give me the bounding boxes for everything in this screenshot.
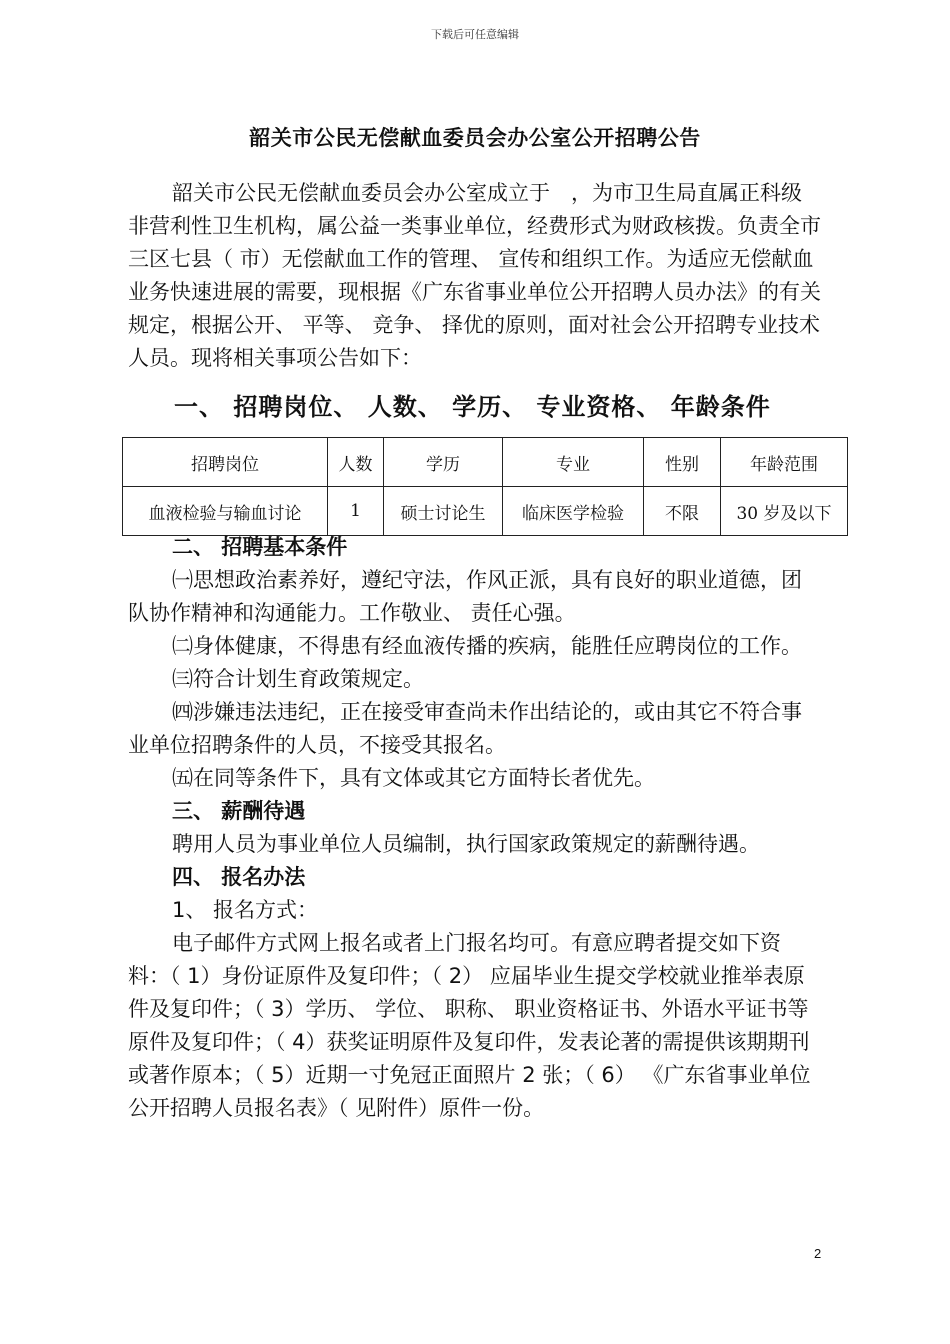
- salary-paragraph: 聘用人员为事业单位人员编制，执行国家政策规定的薪酬待遇。: [172, 832, 760, 856]
- main-body: [128, 531, 822, 1125]
- table-cell: 硕士讨论生: [384, 487, 503, 536]
- section4-heading: 四、 报名办法: [172, 865, 306, 889]
- table-header: 招聘岗位: [123, 438, 328, 487]
- section3-heading: 三、 薪酬待遇: [172, 799, 306, 823]
- table-header: 学历: [384, 438, 503, 487]
- intro-section: [128, 177, 822, 375]
- table-cell: 30 岁及以下: [721, 487, 848, 536]
- apply-subheading: 1、 报名方式：: [172, 898, 319, 922]
- condition-item: ㈠思想政治素养好，遵纪守法，作风正派，具有良好的职业道德，团队协作精神和沟通能力。工作敬业、 责任心强。: [128, 568, 802, 625]
- condition-item: ㈤在同等条件下，具有文体或其它方面特长者优先。: [172, 766, 655, 790]
- table-header: 性别: [644, 438, 721, 487]
- section1-heading: 一、 招聘岗位、 人数、 学历、 专业资格、 年龄条件: [174, 393, 771, 421]
- condition-item: ㈡身体健康，不得患有经血液传播的疾病，能胜任应聘岗位的工作。: [172, 634, 802, 658]
- table-header: 人数: [328, 438, 384, 487]
- table-header: 专业: [503, 438, 644, 487]
- page-title: 韶关市公民无偿献血委员会办公室公开招聘公告: [249, 126, 701, 150]
- header-note: 下载后可任意编辑: [431, 28, 519, 41]
- page-number: 2: [814, 1246, 822, 1261]
- apply-paragraph: 电子邮件方式网上报名或者上门报名均可。有意应聘者提交如下资料：（ 1）身份证原件及复印件；（ 2） 应届毕业生提交学校就业推举表原件及复印件；（ 3）学历、 学位、 职称、 职业资格证书、外语水平证书等原件及复印件；（ 4）获奖证明原件及复印件，发表论著的需提供该期期刊或著作原本；（ 5）近期一寸免冠正面照片 2 张；（ 6） 《广东省事业单位公开招聘人员报名表》（ 见附件）原件一份。: [128, 931, 811, 1120]
- condition-item: ㈣涉嫌违法违纪，正在接受审查尚未作出结论的，或由其它不符合事业单位招聘条件的人员，不接受其报名。: [128, 700, 802, 757]
- section2-heading: 二、 招聘基本条件: [172, 535, 348, 559]
- table-cell: 1: [328, 487, 384, 536]
- table-cell: 血液检验与输血讨论: [123, 487, 328, 536]
- intro-paragraph: 韶关市公民无偿献血委员会办公室成立于 ，为市卫生局直属正科级非营利性卫生机构，属公益一类事业单位，经费形式为财政核拨。负责全市三区七县（ 市）无偿献血工作的管理、 宣传和组织工作。为适应无偿献血业务快速进展的需要，现根据《广东省事业单位公开招聘人员办法》的有关规定，根据公开、 平等、 竞争、 择优的原则，面对社会公开招聘专业技术人员。现将相关事项公告如下：: [128, 181, 821, 370]
- table-row: [123, 487, 848, 536]
- table-cell: 不限: [644, 487, 721, 536]
- jobs-table: [122, 437, 848, 536]
- table-header: 年龄范围: [721, 438, 848, 487]
- condition-item: ㈢符合计划生育政策规定。: [172, 667, 424, 691]
- table-cell: 临床医学检验: [503, 487, 644, 536]
- table-header-row: [123, 438, 848, 487]
